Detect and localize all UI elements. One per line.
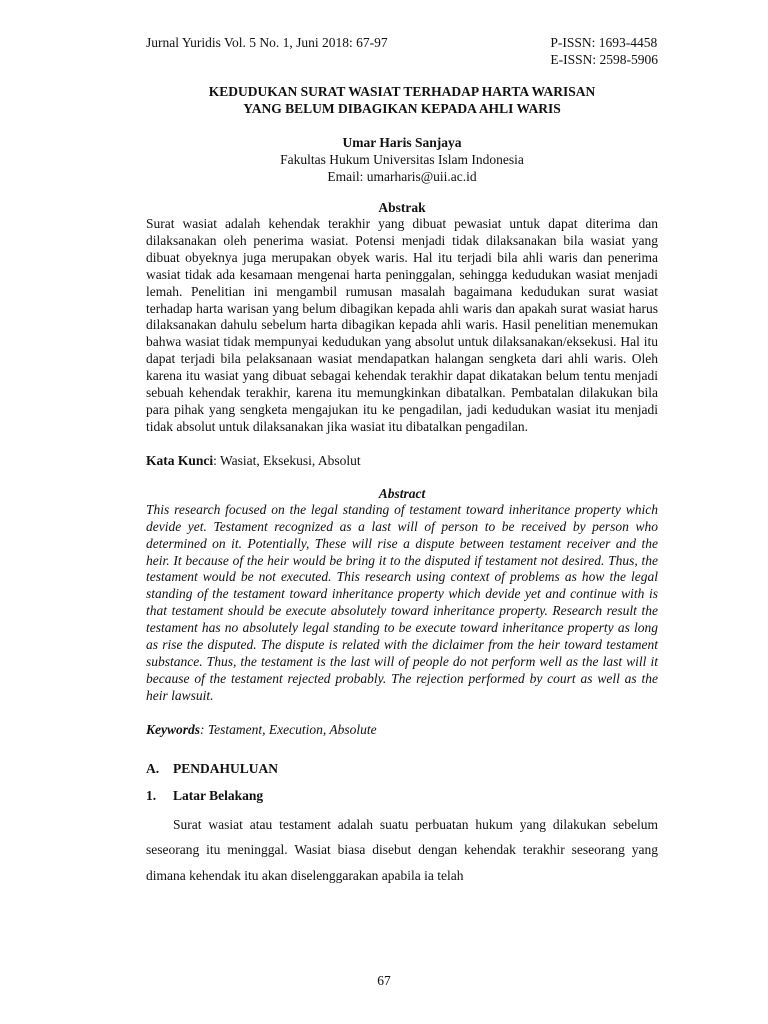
title-line-1: KEDUDUKAN SURAT WASIAT TERHADAP HARTA WARISAN bbox=[208, 84, 596, 99]
subsection-number: 1. bbox=[146, 787, 157, 803]
p-issn: P-ISSN: 1693-4458 bbox=[550, 35, 658, 50]
author-name: Umar Haris Sanjaya bbox=[342, 135, 462, 150]
kata-kunci-label: Kata Kunci bbox=[146, 452, 214, 468]
keywords-label: Keywords bbox=[146, 721, 200, 737]
subsection-heading bbox=[146, 787, 658, 804]
abstract-heading: Abstract bbox=[378, 485, 426, 501]
section-heading bbox=[146, 760, 658, 777]
subsection-title: Latar Belakang bbox=[173, 787, 264, 803]
running-header bbox=[146, 34, 658, 68]
paper-page bbox=[146, 34, 658, 888]
paper-title bbox=[146, 83, 658, 117]
keywords-values: : Testament, Execution, Absolute bbox=[200, 721, 377, 737]
e-issn: E-ISSN: 2598-5906 bbox=[550, 52, 658, 67]
journal-citation: Jurnal Yuridis Vol. 5 No. 1, Juni 2018: 67-97 bbox=[146, 35, 388, 50]
issn-block bbox=[550, 34, 658, 68]
keywords bbox=[146, 721, 658, 738]
kata-kunci bbox=[146, 452, 658, 469]
author-email: Email: umarharis@uii.ac.id bbox=[327, 169, 477, 184]
author-affiliation: Fakultas Hukum Universitas Islam Indonesia bbox=[280, 152, 524, 167]
title-line-2: YANG BELUM DIBAGIKAN KEPADA AHLI WARIS bbox=[243, 101, 561, 116]
abstrak-heading: Abstrak bbox=[378, 200, 426, 215]
section-title: PENDAHULUAN bbox=[173, 760, 279, 776]
abstrak-body: Surat wasiat adalah kehendak terakhir yang dibuat pewasiat untuk dapat diterima dan dilaksanakan oleh penerima wasiat. Potensi menjadi tidak dilaksanakan bila wasiat yang dibuat obyeknya juga merupakan obyek waris. Hal itu terjadi bila ahli waris dan penerima wasiat tidak ada kesamaan mengenai harta peninggalan, sehingga kedudukan wasiat menjadi lemah. Penelitian ini mengambil rumusan masalah bagaimana kedudukan surat wasiat terhadap harta warisan yang belum dibagikan kepada ahli waris dan apakah surat wasiat harus dilaksanakan dahulu sebelum harta dibagikan kepada ahli waris. Hasil penelitian menemukan bahwa wasiat tidak mempunyai kedudukan yang absolut untuk dilaksanakan/eksekusi. Hal itu dapat terjadi bila pelaksanaan wasiat mendapatkan halangan sengketa dari ahli waris. Oleh karena itu wasiat yang dibuat sebagai kehendak terakhir dapat dikatakan belum tentu menjadi sebuah kehendak terakhir, karena itu memungkinkan dibatalkan. Pembatalan dilakukan bila para pihak yang sengketa mengajukan itu ke pengadilan, jadi kedudukan wasiat itu menjadi tidak absolut untuk dilaksanakan jika wasiat itu dibatalkan pengadilan. bbox=[146, 216, 658, 434]
abstract-body: This research focused on the legal standing of testament toward inheritance property which devide yet. Testament recognized as a last will of person to be received by person who determined on it. Potentially, These will rise a dispute between testament receiver and the heir. It because of the heir would be bring it to the disputed if testament not desired. Thus, the testament would be not executed. This research using context of problems as how the legal standing of the testament toward inheritance property which devide yet and continue with is that testament should be execute absolutely toward inheritance property. Research result the testament has no absolutely legal standing to be execute toward inheritance property as long as rise the disputed. The dispute is related with the diclaimer from the heir toward testament substance. Thus, the testament is the last will of people do not perform well as the last will it because of the testament rejected probably. The rejection performed by court as well as the heir lawsuit. bbox=[146, 501, 658, 703]
section-number: A. bbox=[146, 760, 160, 776]
kata-kunci-values: : Wasiat, Eksekusi, Absolut bbox=[213, 452, 361, 468]
page-number: 67 bbox=[377, 973, 391, 988]
body-paragraph: Surat wasiat atau testament adalah suatu perbuatan hukum yang dilakukan sebelum seseorang itu meninggal. Wasiat biasa disebut dengan kehendak terakhir seseorang yang dimana kehendak itu akan diselenggarakan apabila ia telah bbox=[146, 816, 658, 883]
